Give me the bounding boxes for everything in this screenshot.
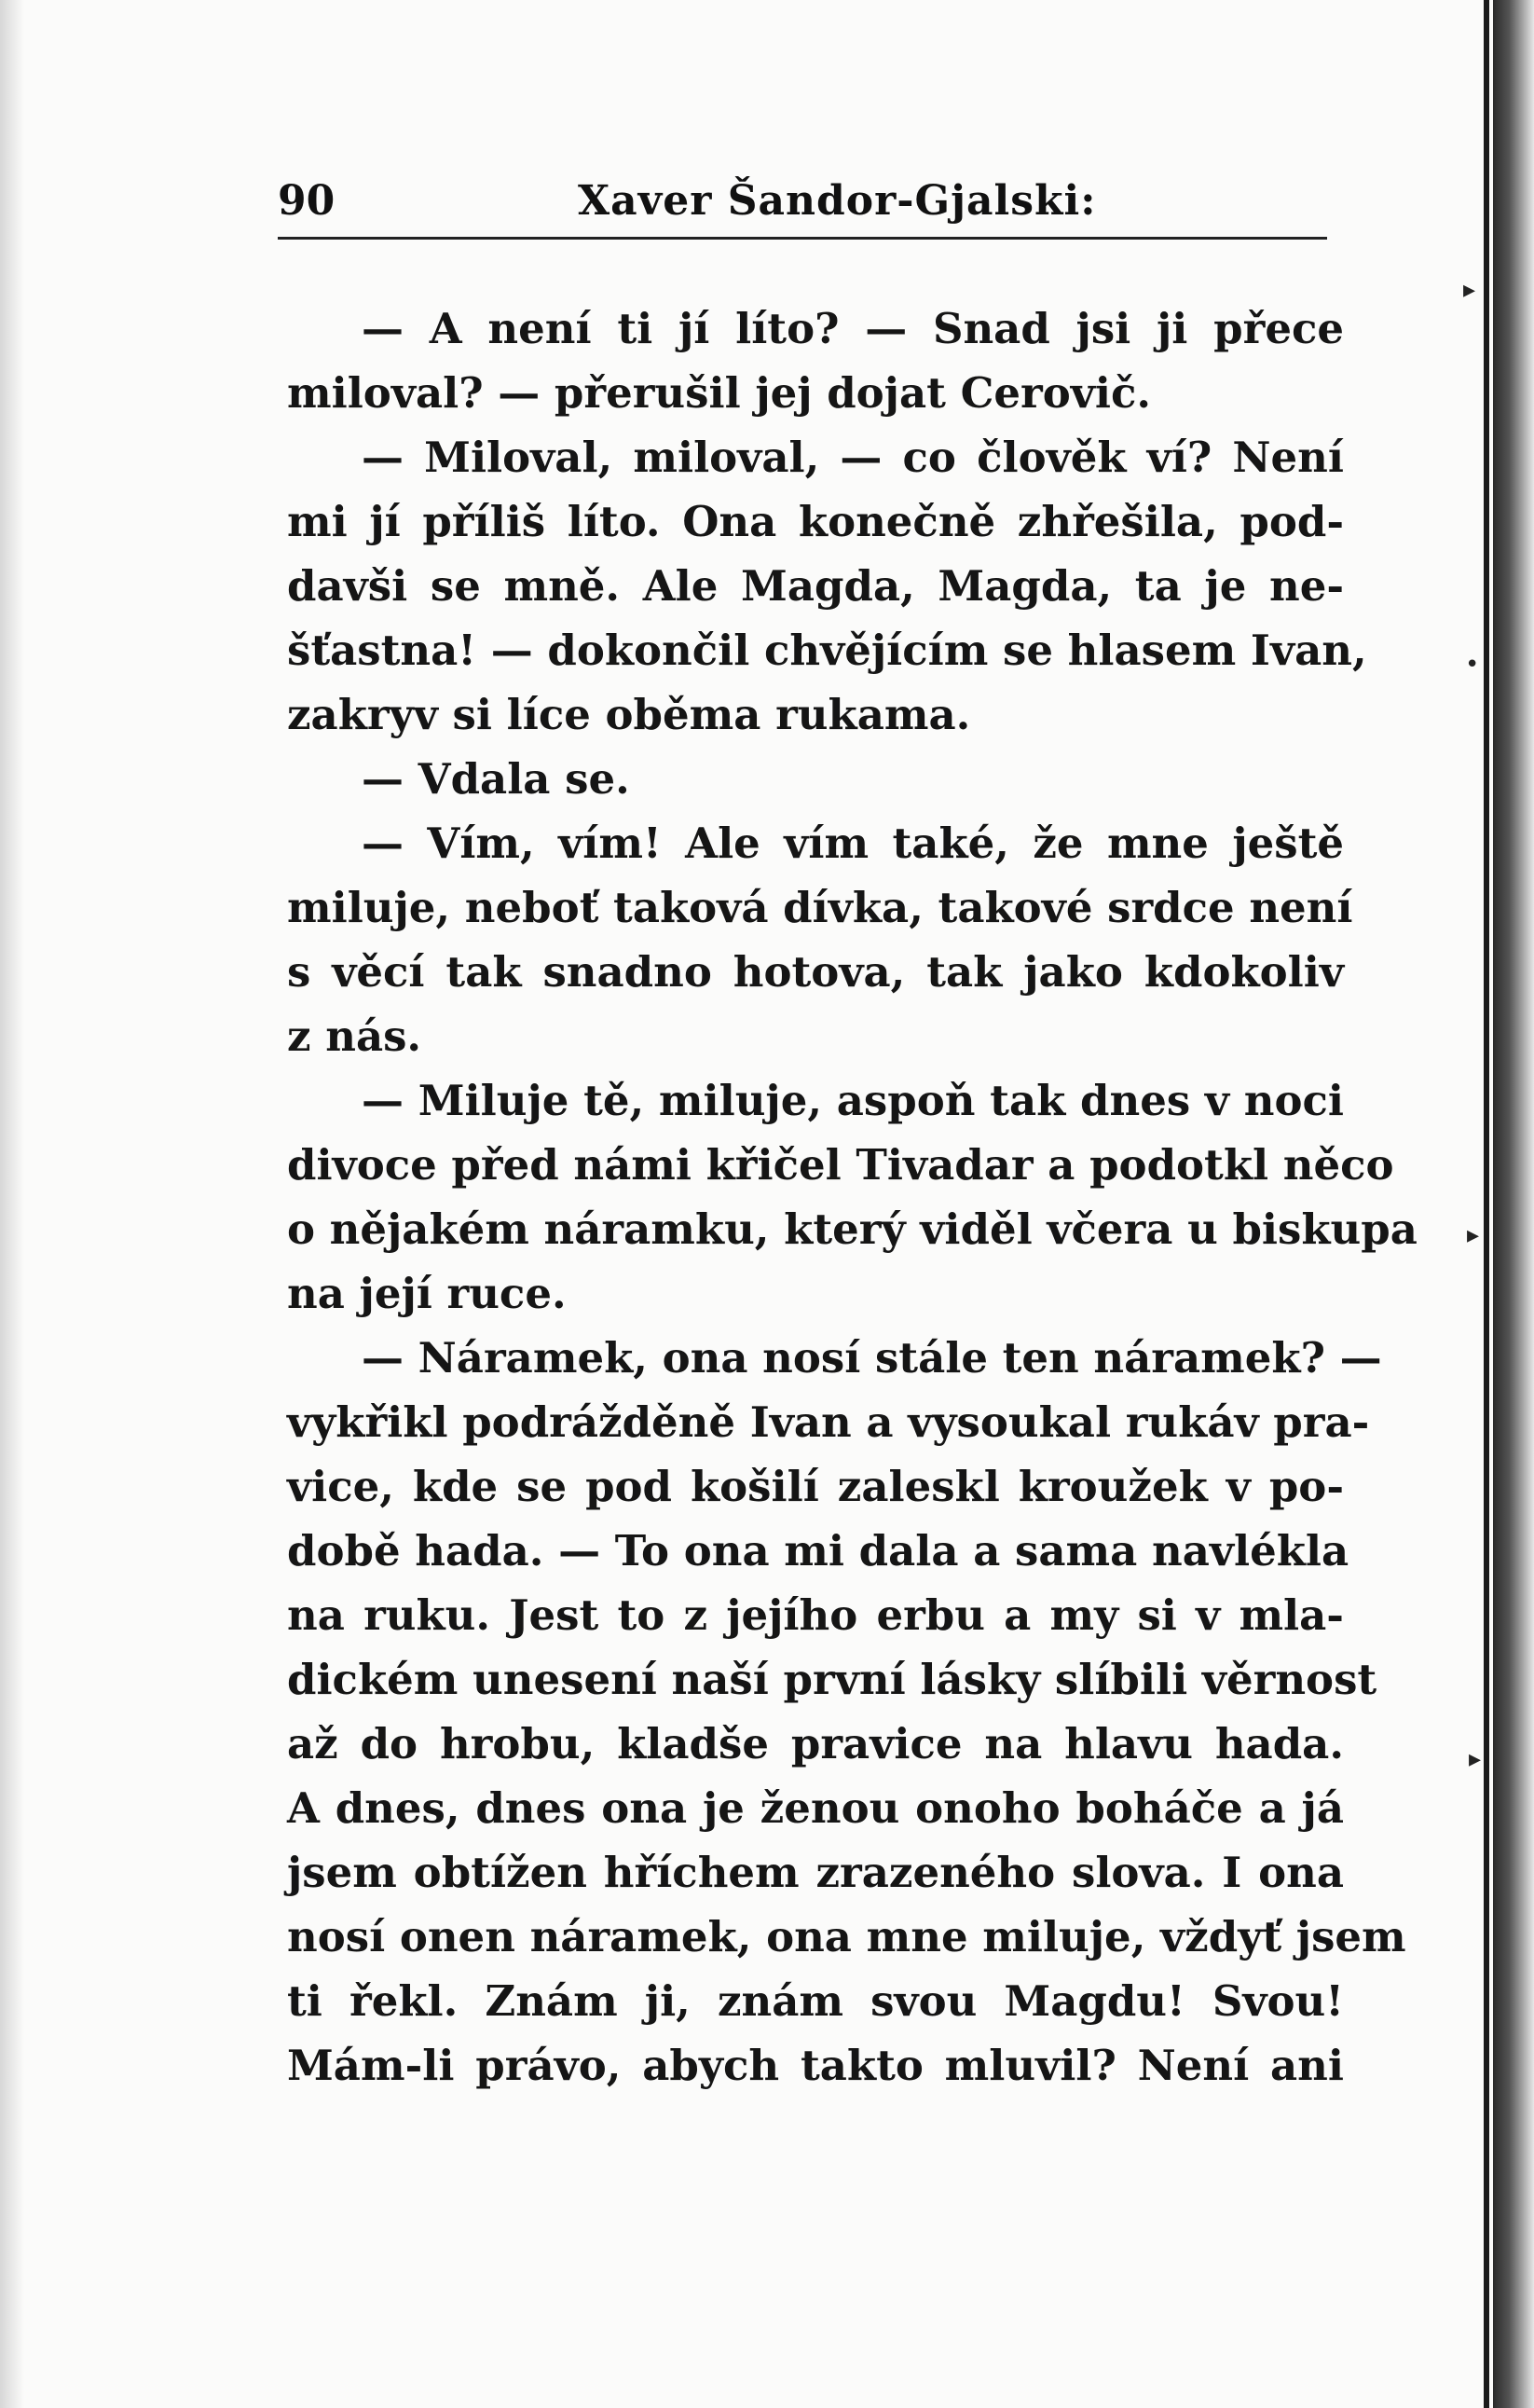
- body-text: [287, 296, 1418, 2098]
- text-line: — Náramek, ona nosí stále ten náramek? —: [362, 1333, 1382, 1383]
- text-line: době hada. — To ona mi dala a sama navlékla: [287, 1526, 1349, 1576]
- running-title: Xaver Šandor-Gjalski:: [578, 177, 1097, 225]
- text-line: o nějakém náramku, který viděl včera u biskupa: [287, 1204, 1418, 1254]
- text-line: davši se mně. Ale Magda, Magda, ta je ne-: [287, 561, 1344, 611]
- text-line: A dnes, dnes ona je ženou onoho boháče a já: [287, 1783, 1344, 1833]
- text-line: miloval? — přerušil jej dojat Cerovič.: [287, 368, 1152, 418]
- text-line: — Miloval, miloval, — co člověk ví? Není: [362, 433, 1344, 482]
- page-edge-line: [1484, 0, 1489, 2408]
- text-line: vykřikl podrážděně Ivan a vysoukal rukáv pra-: [287, 1397, 1370, 1447]
- text-line: až do hrobu, kladše pravice na hlavu hada.: [287, 1719, 1344, 1768]
- page-edge-shadow: [1493, 0, 1534, 2408]
- page-header: [278, 177, 1327, 233]
- text-line: na ruku. Jest to z jejího erbu a my si v mla-: [287, 1590, 1344, 1640]
- text-line: s věcí tak snadno hotova, tak jako kdokoliv: [287, 947, 1344, 997]
- text-line: ti řekl. Znám ji, znám svou Magdu! Svou!: [287, 1976, 1344, 2026]
- text-line: — A není ti jí líto? — Snad jsi ji přece: [362, 304, 1344, 353]
- text-line: šťastna! — dokončil chvějícím se hlasem Ivan,: [287, 626, 1367, 675]
- text-line: zakryv si líce oběma rukama.: [287, 690, 971, 739]
- margin-mark: •: [1465, 651, 1480, 679]
- text-line: jsem obtížen hříchem zrazeného slova. I ona: [287, 1848, 1344, 1897]
- text-line: z nás.: [287, 1011, 422, 1061]
- text-line: — Vdala se.: [362, 754, 630, 804]
- page-number: 90: [278, 177, 336, 225]
- text-line: nosí onen náramek, ona mne miluje, vždyť jsem: [287, 1912, 1406, 1961]
- margin-mark: ▸: [1469, 1745, 1482, 1773]
- text-line: miluje, neboť taková dívka, takové srdce není: [287, 883, 1353, 932]
- page-left-shadow: [0, 0, 24, 2408]
- text-line: dickém unesení naší první lásky slíbili věrnost: [287, 1655, 1377, 1704]
- text-line: Mám-li právo, abych takto mluvil? Není ani: [287, 2041, 1344, 2090]
- margin-mark: ▸: [1467, 1221, 1480, 1249]
- margin-mark: ▸: [1463, 276, 1476, 304]
- text-line: — Miluje tě, miluje, aspoň tak dnes v noci: [362, 1076, 1344, 1125]
- text-line: — Vím, vím! Ale vím také, že mne ještě: [362, 819, 1344, 868]
- text-line: vice, kde se pod košilí zaleskl kroužek v po-: [287, 1462, 1344, 1511]
- text-line: na její ruce.: [287, 1269, 567, 1318]
- text-line: divoce před námi křičel Tivadar a podotkl něco: [287, 1140, 1394, 1190]
- text-line: mi jí příliš líto. Ona konečně zhřešila, pod-: [287, 497, 1344, 546]
- header-rule: [278, 237, 1327, 240]
